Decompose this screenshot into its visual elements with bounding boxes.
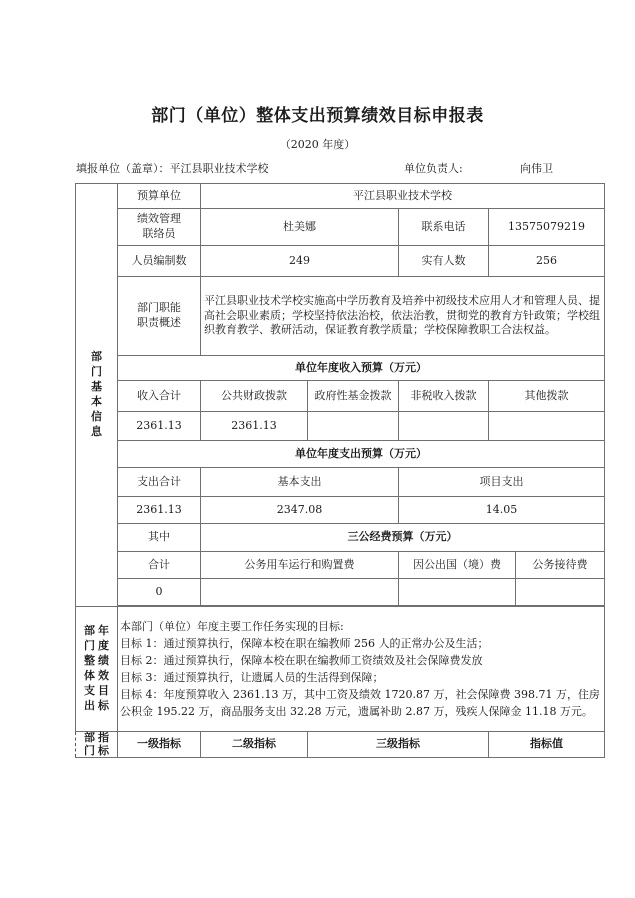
indicator-header: 三级指标 [308, 732, 489, 758]
section-indicators [76, 732, 118, 758]
income-value: 2361.13 [201, 412, 308, 441]
fill-unit-label: 填报单位（盖章）：平江县职业技术学校 [76, 162, 269, 175]
goals-text [118, 607, 605, 732]
income-header: 公共财政拨款 [201, 381, 308, 412]
responsible-label: 单位负责人: [404, 162, 463, 175]
expense-value: 2347.08 [201, 497, 399, 524]
expense-header-row [76, 468, 605, 497]
sangong-value [201, 579, 399, 606]
responsible-name: 向伟卫 [520, 162, 553, 175]
duties-label: 部门职能职责概述 [118, 277, 201, 356]
sangong-title: 三公经费预算（万元） [201, 524, 605, 552]
indicator-header: 指标值 [489, 732, 605, 758]
sangong-header: 公务接待费 [516, 552, 605, 579]
expense-header: 基本支出 [201, 468, 399, 497]
performance-table [75, 183, 605, 758]
income-header: 收入合计 [118, 381, 201, 412]
contact-value: 杜美娜 [201, 209, 399, 246]
sangong-header-row [76, 552, 605, 579]
goal-line: 目标 1：通过预算执行，保障本校在职在编教师 256 人的正常办公及生活； [120, 636, 489, 650]
page-title: 部门（单位）整体支出预算绩效目标申报表 [151, 106, 484, 126]
goal-line: 公积金 195.22 万，商品服务支出 32.28 万元，遗属补助 2.87 万，残疾人保障金 11.18 万元。 [120, 705, 593, 719]
sangong-value [516, 579, 605, 606]
staff-quota-label: 人员编制数 [118, 246, 201, 277]
year-label: （2020 年度） [279, 138, 356, 151]
sangong-value [399, 579, 516, 606]
staff-quota-value: 249 [201, 246, 399, 277]
goal-line: 目标 3：通过预算执行，让遗属人员的生活得到保障； [120, 671, 384, 684]
sangong-header: 因公出国（境）费 [399, 552, 516, 579]
phone-label: 联系电话 [399, 209, 489, 246]
indicators-label-a: 部门 [84, 731, 95, 757]
income-header: 非税收入拨款 [399, 381, 489, 412]
staff-row [76, 246, 605, 277]
goal-line: 目标 2：通过预算执行，保障本校在职在编教师工资绩效及社会保障费发放 [120, 653, 483, 667]
indicators-header-row [76, 732, 605, 758]
indicators-label-b: 指标 [98, 731, 109, 757]
goal-line: 目标 4：年度预算收入 2361.13 万，其中工资及绩效 1720.87 万，社会保障费 398.71 万，住房 [120, 688, 600, 702]
staff-actual-label: 实有人数 [399, 246, 489, 277]
income-value [489, 412, 605, 441]
income-value-row [76, 412, 605, 441]
contact-label: 绩效管理联络员 [118, 209, 201, 246]
income-header: 其他拨款 [489, 381, 605, 412]
sangong-value: 0 [118, 579, 201, 606]
goals-inner-label: 年度绩效目标 [98, 624, 109, 712]
of-which-label: 其中 [118, 524, 201, 552]
expense-value-row [76, 497, 605, 524]
indicator-header: 二级指标 [201, 732, 308, 758]
income-header: 政府性基金拨款 [308, 381, 399, 412]
expense-header: 项目支出 [399, 468, 605, 497]
budget-unit-label: 预算单位 [118, 184, 201, 209]
contact-row [76, 209, 605, 246]
income-title: 单位年度收入预算（万元） [118, 356, 605, 381]
sangong-header: 合计 [118, 552, 201, 579]
phone-value: 13575079219 [489, 209, 605, 246]
goal-line: 本部门（单位）年度主要工作任务实现的目标: [120, 619, 344, 633]
goals-row [76, 607, 605, 732]
section-basic-info-label: 部门基本信息 [91, 350, 102, 438]
income-value [308, 412, 399, 441]
budget-unit-row [76, 184, 605, 209]
expense-value: 2361.13 [118, 497, 201, 524]
sangong-header: 公务用车运行和购置费 [201, 552, 399, 579]
income-value [399, 412, 489, 441]
sangong-title-row [76, 524, 605, 552]
expense-title: 单位年度支出预算（万元） [118, 441, 605, 468]
section-basic-info [76, 184, 118, 607]
duties-row [76, 277, 605, 356]
income-header-row [76, 381, 605, 412]
staff-actual-value: 256 [489, 246, 605, 277]
expense-value: 14.05 [399, 497, 605, 524]
indicator-header: 一级指标 [118, 732, 201, 758]
income-title-row [76, 356, 605, 381]
budget-unit-value: 平江县职业技术学校 [201, 184, 605, 209]
income-value: 2361.13 [118, 412, 201, 441]
expense-header: 支出合计 [118, 468, 201, 497]
expense-title-row [76, 441, 605, 468]
section-goals [76, 607, 118, 732]
duties-text: 平江县职业技术学校实施高中学历教育及培养中初级技术应用人才和管理人员、提高社会职业素质；学校坚持依法治校，依法治教，贯彻党的教育方针政策；学校组织教育教学、教研活动，保证教育教学质量；学校保障教职工合法权益。 [201, 277, 605, 356]
goals-outer-label: 部门整体支出 [84, 624, 95, 712]
sangong-value-row [76, 579, 605, 606]
